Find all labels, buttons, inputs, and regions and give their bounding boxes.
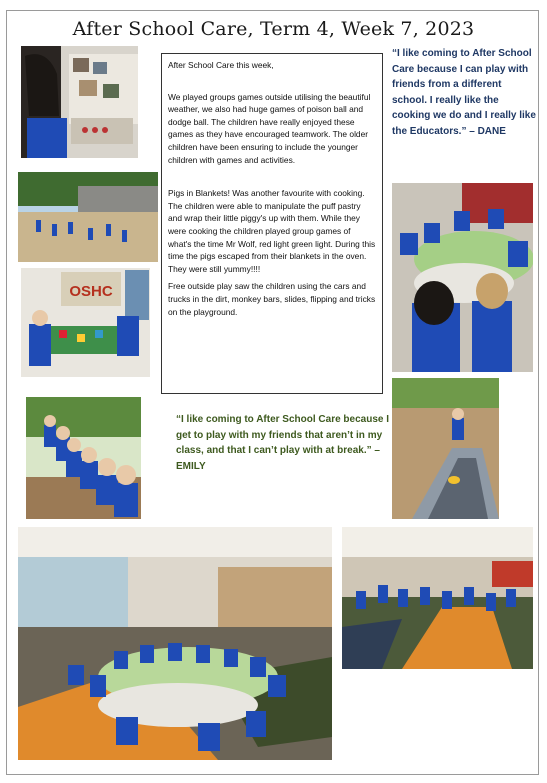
photo-oshc-lego xyxy=(21,268,150,377)
photo-hall-games xyxy=(342,527,533,669)
photo-child-at-board xyxy=(21,46,138,158)
photo-classroom-table xyxy=(392,183,533,372)
newsletter-intro: After School Care this week, xyxy=(168,60,274,70)
oshc-sign: OSHC xyxy=(69,283,113,300)
newsletter-textbox xyxy=(161,53,383,394)
photo-slide xyxy=(392,378,499,519)
photo-outdoor-games xyxy=(18,172,158,262)
newsletter-paragraph-games: We played groups games outside utilising the beautiful weather, we also had huge games of poison ball and dodge ball. The children have really enjoyed these games as they have encouraged teamwork. The older children have been ensuring to include the younger children with games and activities. xyxy=(168,91,371,165)
newsletter-paragraph-outside-play: Free outside play saw the children using the cars and trucks in the dirt, monkey bars, slides, flipping and tricks on the playground. xyxy=(168,281,376,317)
photo-classroom-circle xyxy=(18,527,332,760)
quote-dane: “I like coming to After School Care because I can play with friends from a different school. I really like the cooking we do and I really like the Educators.” – DANE xyxy=(392,48,536,137)
page-title: After School Care, Term 4, Week 7, 2023 xyxy=(72,18,475,40)
quote-emily: “I like coming to After School Care because I get to play with my friends that aren’t in my class, and that I can’t play with at break.” – EMILY xyxy=(176,414,390,472)
newsletter-paragraph-cooking: Pigs in Blankets! Was another favourite with cooking. The children were able to manipulate the puff pastry and wrap their little piggy's up with them. While they were cooking the children played group games of what's the time Mr Wolf, red light green light. During this time the pigs escaped from their blankets in the oven. They were still yummy!!!! xyxy=(168,188,376,274)
photo-group-outdoors xyxy=(26,397,141,519)
